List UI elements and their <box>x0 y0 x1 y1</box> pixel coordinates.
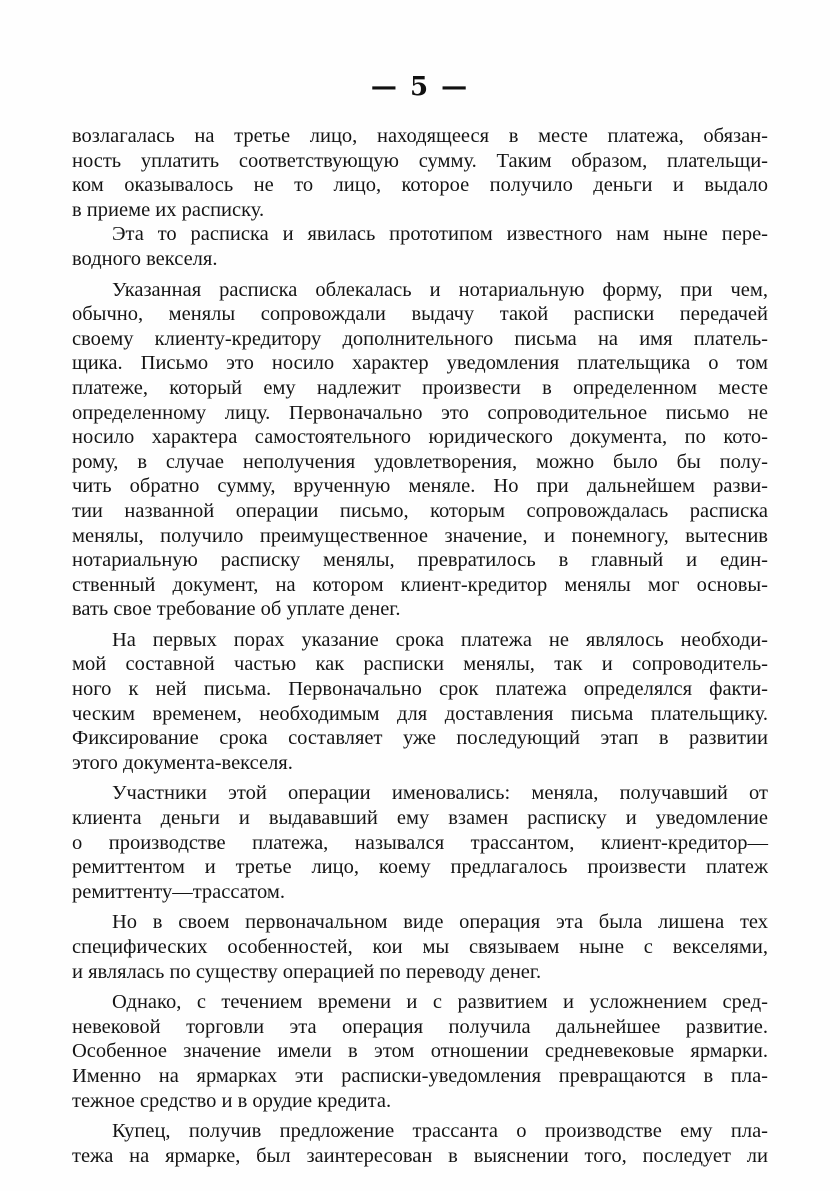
text-line: своему клиенту-кредитору дополнительного письма на имя платель- <box>72 327 768 350</box>
text-line: клиента деньги и выдававший ему взамен расписку и уведомление <box>72 807 768 830</box>
text-line: о производстве платежа, назывался трассантом, клиент-кредитор— <box>72 831 768 854</box>
paragraph-5 <box>72 781 768 904</box>
text-line: чить обратно сумму, врученную меняле. Но при дальнейшем разви- <box>72 475 768 498</box>
page-number: — 5 — <box>370 72 470 102</box>
text-line: ремиттенту—трассатом. <box>72 880 285 903</box>
text-line: Купец, получив предложение трассанта о производстве ему пла- <box>112 1120 768 1143</box>
text-line: Но в своем первоначальном виде операция эта была лишена тех <box>112 911 768 934</box>
text-line: определенному лицу. Первоначально это сопроводительное письмо не <box>72 401 768 424</box>
text-line: ремиттентом и третье лицо, коему предлагалось произвести платеж <box>72 856 768 879</box>
text-line: На первых порах указание срока платежа не являлось необходи- <box>112 628 768 651</box>
paragraph-8 <box>72 1119 768 1168</box>
text-line: тии названной операции письмо, которым сопровождалась расписка <box>72 499 768 522</box>
text-line: менялы, получило преимущественное значение, и понемногу, вытеснив <box>72 524 768 547</box>
text-line: Однако, с течением времени и с развитием и усложнением сред- <box>112 991 768 1014</box>
text-line: Участники этой операции именовались: меняла, получавший от <box>112 782 768 805</box>
text-line: Указанная расписка облекалась и нотариальную форму, при чем, <box>112 278 768 301</box>
text-line: возлагалась на третье лицо, находящееся в месте платежа, обязан- <box>72 125 768 147</box>
paragraph-7 <box>72 990 768 1113</box>
text-line: ком оказывалось не то лицо, которое получило деньги и выдало <box>72 174 768 197</box>
text-line: рому, в случае неполучения удовлетворения, можно было бы полу- <box>72 450 768 473</box>
paragraph-4 <box>72 628 768 776</box>
text-line: нотариальную расписку менялы, превратилось в главный и един- <box>72 549 768 572</box>
text-line: Именно на ярмарках эти расписки-уведомления превращаются в пла- <box>72 1064 768 1087</box>
text-line: ность уплатить соответствующую сумму. Таким образом, плательщи- <box>72 149 768 172</box>
text-line: вать свое требование об уплате денег. <box>72 598 401 621</box>
text-line: специфических особенностей, кои мы связываем ныне с векселями, <box>72 936 768 958</box>
body-text <box>72 124 768 1168</box>
text-line: невековой торговли эта операция получила дальнейшее развитие. <box>72 1015 768 1038</box>
text-line: этого документа-векселя. <box>72 751 293 774</box>
text-line: тежное средство и в орудие кредита. <box>72 1089 392 1112</box>
text-line: ческим временем, необходимым для доставления письма плательщику. <box>72 702 768 725</box>
text-line: Эта то расписка и явилась прототипом известного нам ныне пере- <box>112 223 768 246</box>
text-line: ственный документ, на котором клиент-кредитор менялы мог основы- <box>72 573 768 596</box>
text-line: Фиксирование срока составляет уже последующий этап в развитии <box>72 727 768 750</box>
text-line: платеже, который ему надлежит произвести в определенном месте <box>72 376 768 399</box>
text-line: носило характера самостоятельного юридического документа, по кото- <box>72 426 768 449</box>
text-line: Особенное значение имели в этом отношении средневековые ярмарки. <box>72 1040 768 1063</box>
paragraph-6 <box>72 910 768 984</box>
text-line: водного векселя. <box>72 247 218 270</box>
text-line: щика. Письмо это носило характер уведомления плательщика о том <box>72 352 768 375</box>
text-line: обычно, менялы сопровождали выдачу такой расписки передачей <box>72 303 768 326</box>
text-line: и являлась по существу операцией по переводу денег. <box>72 960 542 983</box>
text-line: тежа на ярмарке, был заинтересован в выяснении того, последует ли <box>72 1144 768 1167</box>
text-line: мой составной частью как расписки менялы, так и сопроводитель- <box>72 653 768 676</box>
text-line: ного к ней письма. Первоначально срок платежа определялся факти- <box>72 678 768 701</box>
paragraph-3 <box>72 278 768 622</box>
paragraph-2 <box>72 222 768 271</box>
paragraph-1 <box>72 124 768 222</box>
text-line: в приеме их расписку. <box>72 198 265 221</box>
